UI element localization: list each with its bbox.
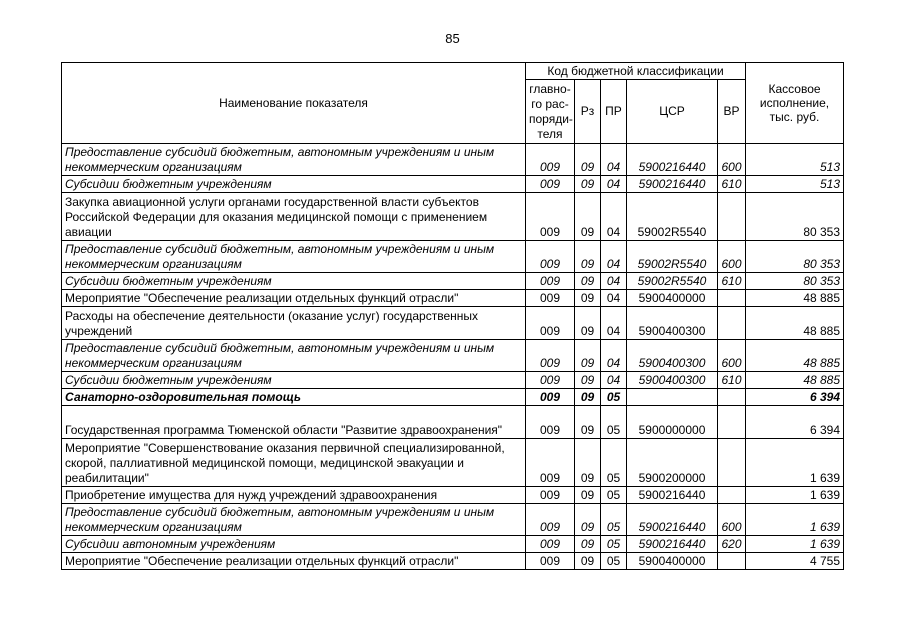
table-row xyxy=(62,176,844,193)
cell-sum: 1 639 xyxy=(746,504,844,536)
header-csr: ЦСР xyxy=(627,80,718,144)
table-row xyxy=(62,144,844,176)
cell-pr: 04 xyxy=(601,144,627,176)
cell-vr xyxy=(718,553,746,570)
table-row xyxy=(62,273,844,290)
header-glav: главно-го рас-поряди-теля xyxy=(526,80,575,144)
cell-vr: 600 xyxy=(718,241,746,273)
cell-name: Предоставление субсидий бюджетным, автономным учреждениям и иным некоммерческим организациям xyxy=(62,241,526,273)
header-pr: ПР xyxy=(601,80,627,144)
table-row xyxy=(62,290,844,307)
cell-glav: 009 xyxy=(526,307,575,340)
table-row xyxy=(62,406,844,439)
cell-name: Предоставление субсидий бюджетным, автономным учреждениям и иным некоммерческим организациям xyxy=(62,504,526,536)
cell-pr: 05 xyxy=(601,406,627,439)
table-row xyxy=(62,439,844,487)
header-rz: Рз xyxy=(575,80,601,144)
cell-csr: 5900400300 xyxy=(627,307,718,340)
page-number: 85 xyxy=(445,31,460,46)
cell-rz: 09 xyxy=(575,487,601,504)
header-name: Наименование показателя xyxy=(62,63,526,144)
cell-rz: 09 xyxy=(575,290,601,307)
cell-name: Приобретение имущества для нужд учреждений здравоохранения xyxy=(62,487,526,504)
cell-glav: 009 xyxy=(526,241,575,273)
cell-csr: 5900400000 xyxy=(627,290,718,307)
table-row xyxy=(62,307,844,340)
cell-glav: 009 xyxy=(526,144,575,176)
cell-vr: 600 xyxy=(718,144,746,176)
cell-name: Предоставление субсидий бюджетным, автономным учреждениям и иным некоммерческим организациям xyxy=(62,340,526,372)
cell-name: Расходы на обеспечение деятельности (оказание услуг) государственных учреждений xyxy=(62,307,526,340)
table-row xyxy=(62,553,844,570)
cell-pr: 04 xyxy=(601,241,627,273)
cell-name: Субсидии бюджетным учреждениям xyxy=(62,273,526,290)
cell-vr xyxy=(718,307,746,340)
cell-pr: 05 xyxy=(601,553,627,570)
cell-rz: 09 xyxy=(575,504,601,536)
cell-rz: 09 xyxy=(575,439,601,487)
cell-glav: 009 xyxy=(526,273,575,290)
cell-sum: 80 353 xyxy=(746,241,844,273)
cell-vr xyxy=(718,389,746,406)
cell-csr: 59002R5540 xyxy=(627,193,718,241)
cell-name: Субсидии бюджетным учреждениям xyxy=(62,176,526,193)
cell-rz: 09 xyxy=(575,241,601,273)
cell-pr: 04 xyxy=(601,307,627,340)
header-kassa: Кассовое исполнение, тыс. руб. xyxy=(746,63,844,144)
cell-csr: 5900400000 xyxy=(627,553,718,570)
cell-csr: 5900200000 xyxy=(627,439,718,487)
cell-rz: 09 xyxy=(575,536,601,553)
cell-sum: 4 755 xyxy=(746,553,844,570)
cell-pr: 04 xyxy=(601,176,627,193)
cell-glav: 009 xyxy=(526,553,575,570)
cell-name: Предоставление субсидий бюджетным, автономным учреждениям и иным некоммерческим организациям xyxy=(62,144,526,176)
cell-glav: 009 xyxy=(526,406,575,439)
cell-csr: 59002R5540 xyxy=(627,241,718,273)
cell-sum: 80 353 xyxy=(746,273,844,290)
cell-vr: 600 xyxy=(718,340,746,372)
cell-vr xyxy=(718,406,746,439)
cell-pr: 05 xyxy=(601,536,627,553)
table-row xyxy=(62,193,844,241)
cell-sum: 513 xyxy=(746,144,844,176)
cell-pr: 04 xyxy=(601,273,627,290)
header-code-group: Код бюджетной классификации xyxy=(526,63,746,80)
cell-csr: 59002R5540 xyxy=(627,273,718,290)
table-row xyxy=(62,504,844,536)
table-row xyxy=(62,241,844,273)
cell-glav: 009 xyxy=(526,504,575,536)
cell-sum: 6 394 xyxy=(746,406,844,439)
cell-sum: 513 xyxy=(746,176,844,193)
table-row xyxy=(62,536,844,553)
cell-vr: 620 xyxy=(718,536,746,553)
cell-vr: 610 xyxy=(718,273,746,290)
cell-pr: 05 xyxy=(601,439,627,487)
cell-glav: 009 xyxy=(526,193,575,241)
cell-rz: 09 xyxy=(575,553,601,570)
cell-name: Закупка авиационной услуги органами государственной власти субъектов Российской Федерации для оказания медицинской помощи с применением авиации xyxy=(62,193,526,241)
cell-csr: 5900000000 xyxy=(627,406,718,439)
cell-glav: 009 xyxy=(526,536,575,553)
cell-rz: 09 xyxy=(575,340,601,372)
cell-vr xyxy=(718,290,746,307)
cell-name: Субсидии автономным учреждениям xyxy=(62,536,526,553)
cell-vr xyxy=(718,439,746,487)
cell-rz: 09 xyxy=(575,273,601,290)
cell-sum: 1 639 xyxy=(746,439,844,487)
cell-sum: 48 885 xyxy=(746,290,844,307)
cell-csr: 5900216440 xyxy=(627,176,718,193)
table-row xyxy=(62,389,844,406)
cell-vr: 600 xyxy=(718,504,746,536)
cell-sum: 48 885 xyxy=(746,307,844,340)
cell-csr: 5900400300 xyxy=(627,372,718,389)
cell-name: Мероприятие "Обеспечение реализации отдельных функций отрасли" xyxy=(62,553,526,570)
cell-pr: 04 xyxy=(601,193,627,241)
cell-vr: 610 xyxy=(718,372,746,389)
cell-vr xyxy=(718,193,746,241)
cell-glav: 009 xyxy=(526,290,575,307)
cell-csr: 5900216440 xyxy=(627,487,718,504)
cell-rz: 09 xyxy=(575,389,601,406)
cell-name: Государственная программа Тюменской области "Развитие здравоохранения" xyxy=(62,406,526,439)
cell-sum: 48 885 xyxy=(746,340,844,372)
table-row xyxy=(62,487,844,504)
cell-sum: 80 353 xyxy=(746,193,844,241)
cell-csr: 5900216440 xyxy=(627,144,718,176)
cell-name: Субсидии бюджетным учреждениям xyxy=(62,372,526,389)
cell-rz: 09 xyxy=(575,372,601,389)
cell-pr: 04 xyxy=(601,290,627,307)
cell-rz: 09 xyxy=(575,144,601,176)
cell-sum: 48 885 xyxy=(746,372,844,389)
cell-csr xyxy=(627,389,718,406)
cell-rz: 09 xyxy=(575,406,601,439)
cell-rz: 09 xyxy=(575,193,601,241)
cell-rz: 09 xyxy=(575,307,601,340)
cell-name: Мероприятие "Обеспечение реализации отдельных функций отрасли" xyxy=(62,290,526,307)
cell-glav: 009 xyxy=(526,372,575,389)
cell-csr: 5900216440 xyxy=(627,536,718,553)
cell-sum: 1 639 xyxy=(746,487,844,504)
cell-pr: 04 xyxy=(601,340,627,372)
cell-csr: 5900400300 xyxy=(627,340,718,372)
cell-pr: 05 xyxy=(601,504,627,536)
cell-name: Мероприятие "Совершенствование оказания первичной специализированной, скорой, паллиативной медицинской помощи, медицинской эвакуации и реабилитации" xyxy=(62,439,526,487)
cell-glav: 009 xyxy=(526,176,575,193)
table-row xyxy=(62,340,844,372)
cell-sum: 6 394 xyxy=(746,389,844,406)
cell-sum: 1 639 xyxy=(746,536,844,553)
cell-csr: 5900216440 xyxy=(627,504,718,536)
cell-glav: 009 xyxy=(526,389,575,406)
cell-glav: 009 xyxy=(526,340,575,372)
cell-vr: 610 xyxy=(718,176,746,193)
header-vr: ВР xyxy=(718,80,746,144)
cell-glav: 009 xyxy=(526,487,575,504)
cell-pr: 04 xyxy=(601,372,627,389)
cell-name: Санаторно-оздоровительная помощь xyxy=(62,389,526,406)
cell-rz: 09 xyxy=(575,176,601,193)
table-row xyxy=(62,372,844,389)
cell-pr: 05 xyxy=(601,487,627,504)
cell-pr: 05 xyxy=(601,389,627,406)
budget-table xyxy=(61,62,844,570)
cell-vr xyxy=(718,487,746,504)
cell-glav: 009 xyxy=(526,439,575,487)
